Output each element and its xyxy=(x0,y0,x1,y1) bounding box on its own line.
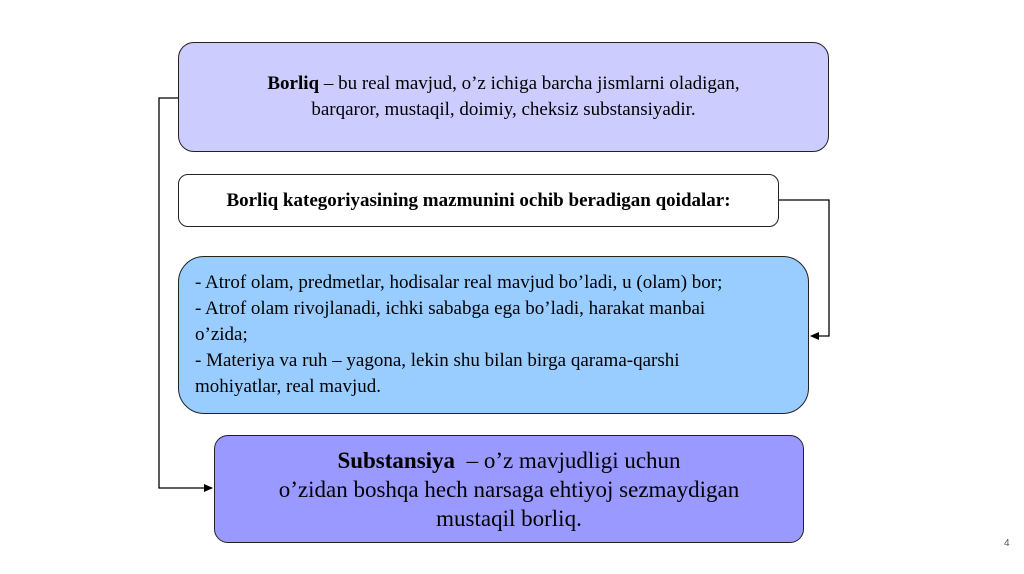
definition-term: Borliq xyxy=(267,73,320,94)
rule-line: - Atrof olam, predmetlar, hodisalar real mavjud bo’ladi, u (olam) bor; xyxy=(195,272,723,293)
slide-number: 4 xyxy=(1004,538,1010,549)
substance-text-3: mustaqil borliq. xyxy=(436,505,582,531)
definition-text-1: – bu real mavjud, o’z ichiga barcha jismlarni oladigan, xyxy=(319,73,740,94)
rules-box xyxy=(178,256,809,414)
rule-line: mohiyatlar, real mavjud. xyxy=(195,376,382,397)
rule-line: o’zida; xyxy=(195,324,248,345)
rule-line: - Materiya va ruh – yagona, lekin shu bilan birga qarama-qarshi xyxy=(195,350,680,371)
substance-text-1: – o’z mavjudligi uchun xyxy=(455,447,681,473)
rules-title: Borliq kategoriyasining mazmunini ochib beradigan qoidalar: xyxy=(226,189,731,211)
definition-text-2: barqaror, mustaqil, doimiy, cheksiz substansiyadir. xyxy=(311,99,696,120)
substance-line-1 xyxy=(337,446,680,475)
definition-line-1 xyxy=(267,71,739,97)
rules-title-box xyxy=(178,174,779,227)
substance-term: Substansiya xyxy=(337,447,456,473)
definition-box xyxy=(178,42,829,152)
substance-text-2: o’zidan boshqa hech narsaga ehtiyoj sezmaydigan xyxy=(278,476,740,502)
substance-box xyxy=(214,435,804,543)
rule-line: - Atrof olam rivojlanadi, ichki sababga ega bo’ladi, harakat manbai xyxy=(195,298,706,319)
